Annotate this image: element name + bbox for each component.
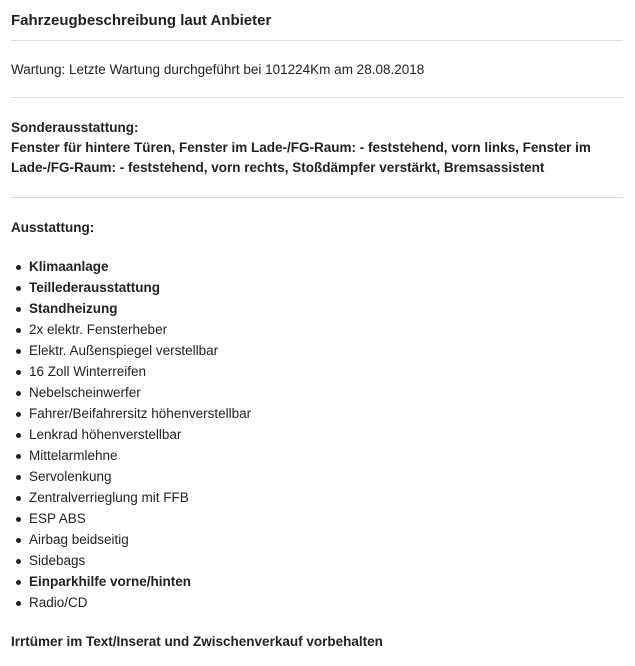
equipment-item-label: Sidebags [29,553,86,568]
bullet-icon [16,433,21,438]
equipment-item [11,403,623,424]
equipment-item-label: Radio/CD [29,595,88,610]
bullet-icon [16,517,21,522]
equipment-item-label: Standheizung [29,301,118,316]
equipment-item [11,382,623,403]
equipment-item-label: Elektr. Außenspiegel verstellbar [29,343,219,358]
bullet-icon [16,307,21,312]
equipment-item [11,550,623,571]
equipment-item [11,466,623,487]
equipment-list [11,256,623,613]
equipment-item [11,424,623,445]
equipment-item-label: 2x elektr. Fensterheber [29,322,168,337]
equipment-item-label: Zentralverrieglung mit FFB [29,490,189,505]
equipment-item-label: 16 Zoll Winterreifen [29,364,147,379]
equipment-item [11,445,623,466]
section-title: Fahrzeugbeschreibung laut Anbieter [11,12,272,29]
equipment-item [11,592,623,613]
bullet-icon [16,496,21,501]
bullet-icon [16,601,21,606]
bullet-icon [16,580,21,585]
equipment-item-label: Nebelscheinwerfer [29,385,141,400]
special-equipment [11,98,623,197]
equipment-item [11,487,623,508]
equipment-item-label: Teillederausstattung [29,280,161,295]
equipment-item [11,277,623,298]
bullet-icon [16,454,21,459]
equipment-item-label: ESP ABS [29,511,86,526]
special-equipment-label: Sonderausstattung: [11,120,139,135]
bullet-icon [16,265,21,270]
special-equipment-text: Fenster für hintere Türen, Fenster im Lade-/FG-Raum: - feststehend, vorn links, Fenster im Lade-/FG-Raum: - feststehend, vorn rechts, Stoßdämpfer verstärkt, Bremsassistent [11,140,591,175]
equipment-item-label: Mittelarmlehne [29,448,118,463]
equipment-item-label: Fahrer/Beifahrersitz höhenverstellbar [29,406,252,421]
disclaimer: Irrtümer im Text/Inserat und Zwischenverkauf vorbehalten [11,634,383,649]
bullet-icon [16,559,21,564]
equipment-item-label: Klimaanlage [29,259,109,274]
equipment-item-label: Einparkhilfe vorne/hinten [29,574,192,589]
equipment-item-label: Airbag beidseitig [29,532,129,547]
equipment [11,198,623,652]
equipment-item [11,256,623,277]
equipment-item [11,298,623,319]
bullet-icon [16,286,21,291]
bullet-icon [16,475,21,480]
bullet-icon [16,391,21,396]
bullet-icon [16,328,21,333]
equipment-item [11,529,623,550]
equipment-item [11,361,623,382]
equipment-item-label: Servolenkung [29,469,112,484]
bullet-icon [16,538,21,543]
equipment-item-label: Lenkrad höhenverstellbar [29,427,182,442]
maintenance-info: Wartung: Letzte Wartung durchgeführt bei 101224Km am 28.08.2018 [11,62,425,77]
equipment-label: Ausstattung: [11,220,95,235]
equipment-item [11,319,623,340]
bullet-icon [16,412,21,417]
equipment-item [11,571,623,592]
equipment-item [11,340,623,361]
bullet-icon [16,370,21,375]
bullet-icon [16,349,21,354]
equipment-item [11,508,623,529]
